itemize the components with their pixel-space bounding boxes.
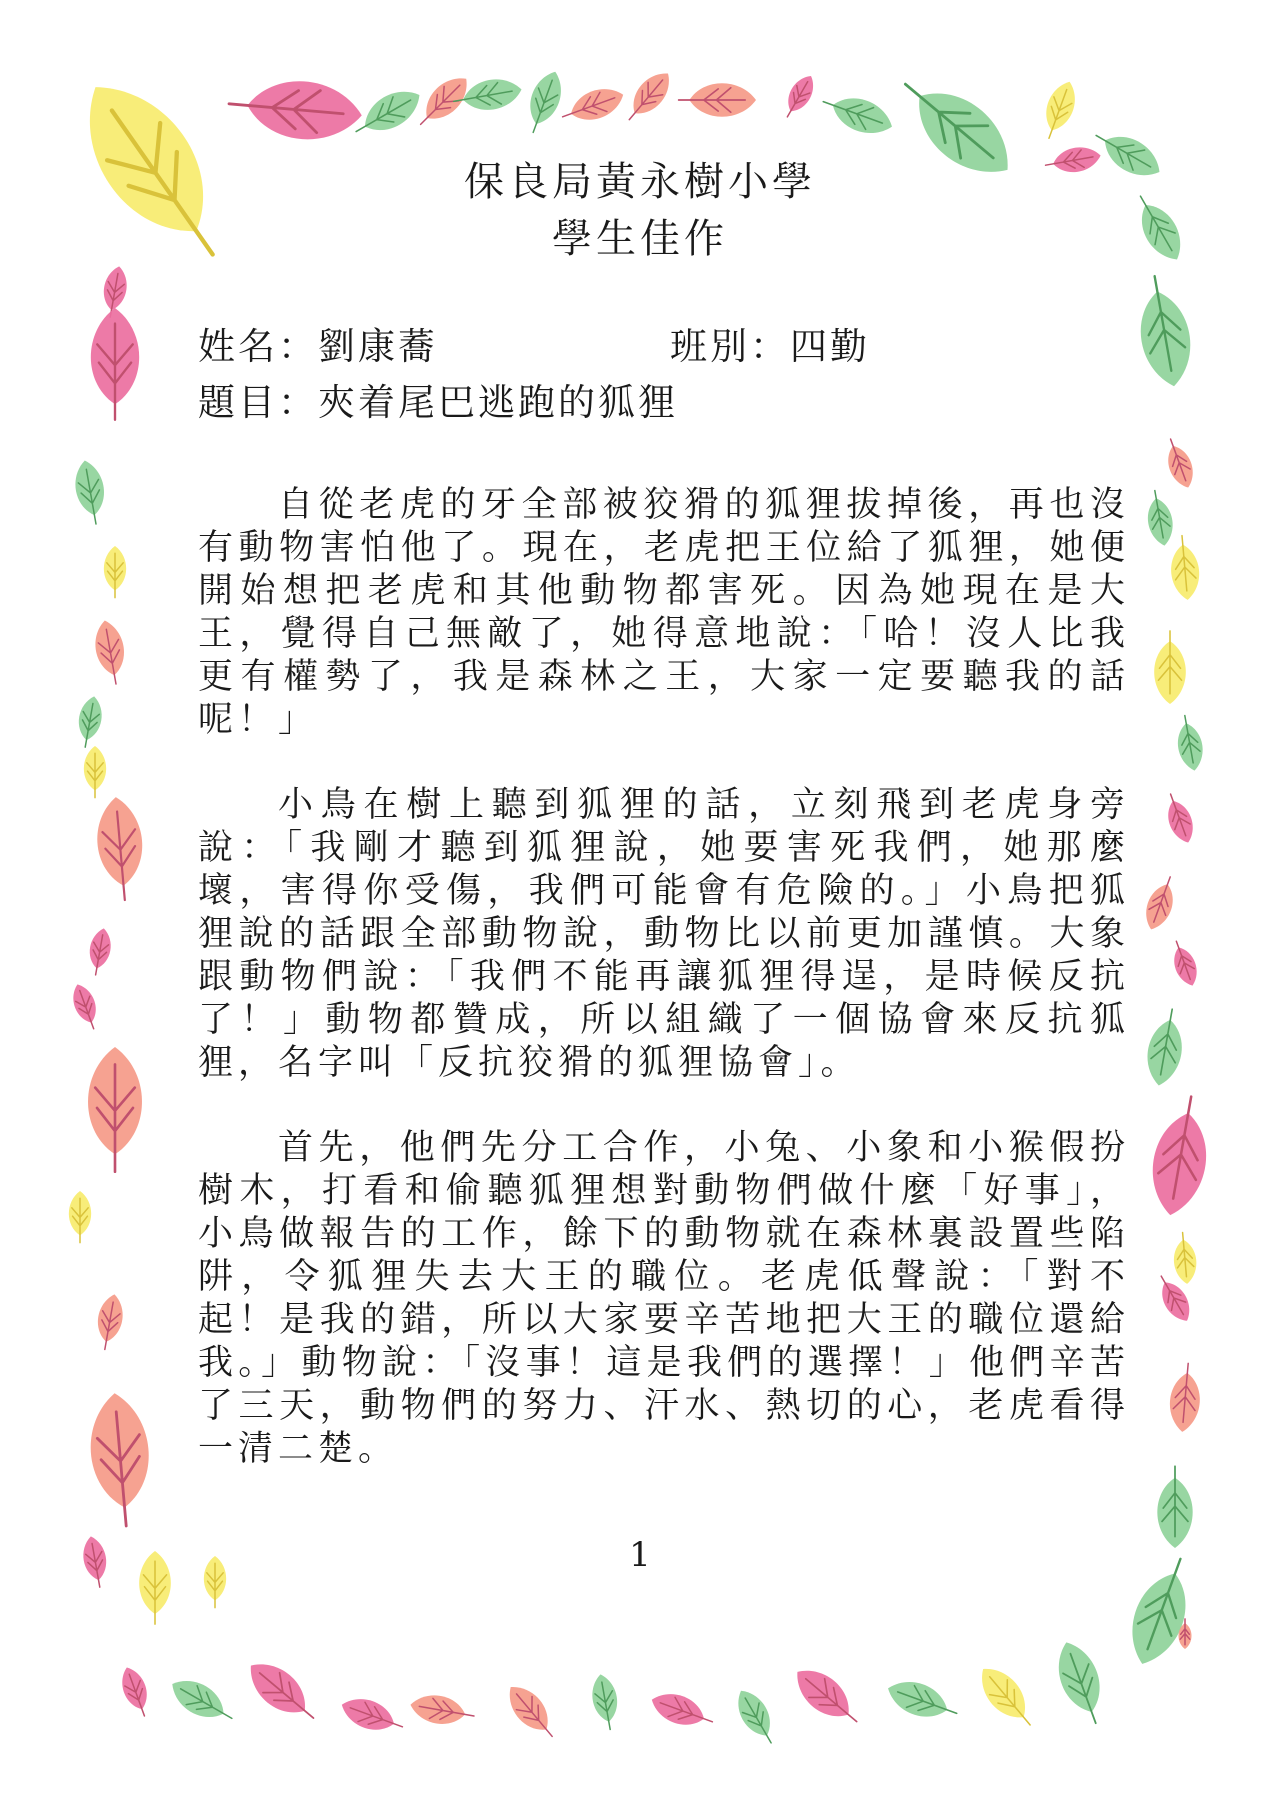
leaf-decoration [139, 1551, 171, 1624]
leaf-decoration [1171, 1232, 1198, 1285]
leaf-decoration [1173, 713, 1207, 772]
leaf-decoration [1140, 873, 1182, 934]
leaf-decoration [74, 694, 105, 749]
leaf-decoration [647, 1687, 717, 1735]
leaf-decoration [86, 927, 114, 977]
class-value: 四勤 [790, 325, 870, 368]
page-subtitle: 學生佳作 [552, 216, 728, 262]
essay-paragraph-1: 自從老虎的牙全部被狡猾的狐狸拔掉後，再也沒有動物害怕他了。現在，老虎把王位給了狐狸，她便開始想把老虎和其他動物都害死。因為她現在是大王，覺得自己無敵了，她得意地說：「哈！沒人比我更有權勢了，我是森林之王，大家一定要聽我的話呢！」 [198, 485, 1130, 740]
leaf-decoration [679, 83, 756, 116]
leaf-decoration [1160, 790, 1199, 846]
leaf-decoration [818, 87, 898, 142]
leaf-decoration [883, 1674, 963, 1729]
leaf-decoration [558, 82, 628, 130]
leaf-decoration [91, 618, 130, 686]
essay-body [198, 484, 1130, 1484]
leaf-decoration [1143, 488, 1177, 547]
leaf-decoration [1049, 1636, 1113, 1730]
leaf-decoration [787, 1659, 868, 1734]
leaf-decoration [116, 1664, 155, 1720]
class-label: 班別： [670, 325, 790, 368]
leaf-decoration [240, 1652, 325, 1732]
leaf-decoration [165, 1671, 239, 1731]
leaf-decoration [1142, 1006, 1188, 1088]
student-class-field [670, 316, 870, 370]
leaf-decoration [1160, 435, 1199, 491]
leaf-decoration [1167, 938, 1202, 989]
essay-paragraph-3: 首先，他們先分工合作，小兔、小象和小猴假扮樹木，打看和偷聽狐狸想對動物們做什麼「好事」，小鳥做報告的工作，餘下的動物就在森林裏設置些陷阱，令狐狸失去大王的職位。老虎低聲說：「對不起！是我的錯，所以大家要辛苦地把大王的職位還給我。」動物說：「沒事！這是我們的選擇！」他們辛苦了三天，動物們的努力、汗水、熱切的心，老虎看得一清二楚。 [198, 1128, 1130, 1469]
leaf-decoration [730, 1684, 783, 1749]
leaf-decoration [337, 1692, 407, 1740]
name-value: 劉康蕎 [318, 325, 438, 368]
leaf-decoration [71, 458, 110, 526]
leaf-decoration [69, 1191, 91, 1243]
leaf-decoration [1131, 272, 1198, 390]
essay-paragraph-2: 小鳥在樹上聽到狐狸的話，立刻飛到老虎身旁說：「我剛才聽到狐狸說，她要害死我們，她那麼壞，害得你受傷，我們可能會有危險的。」小鳥把狐狸說的話跟全部動物說，動物比以前更加謹慎。大象跟動物們說：「我們不能再讓狐狸得逞，是時候反抗了！」動物都贊成，所以組織了一個協會來反抗狐狸，名字叫「反抗狡猾的狐狸協會」。 [198, 785, 1130, 1083]
leaf-decoration [80, 1534, 111, 1589]
leaf-decoration [93, 1292, 127, 1351]
leaf-decoration [1167, 1362, 1203, 1433]
leaf-decoration [86, 1391, 155, 1529]
leaf-decoration [1145, 1092, 1217, 1220]
leaf-decoration [226, 75, 364, 144]
topic-label: 題目： [198, 381, 318, 424]
student-name-field [198, 316, 438, 370]
leaf-decoration [1168, 534, 1201, 601]
leaf-decoration [1157, 1466, 1192, 1548]
leaf-decoration [500, 1678, 563, 1745]
leaf-decoration [778, 71, 819, 122]
leaf-decoration [94, 795, 147, 902]
leaf-decoration [68, 981, 103, 1032]
leaf-decoration [971, 1659, 1042, 1735]
leaf-decoration [408, 1691, 476, 1730]
leaf-decoration [520, 67, 568, 137]
page-number: 1 [629, 1535, 651, 1575]
topic-value: 夾着尾巴逃跑的狐狸 [318, 381, 678, 424]
leaf-decoration [589, 1672, 623, 1731]
school-name: 保良局黃永樹小學 [464, 159, 816, 205]
leaf-decoration [91, 308, 139, 420]
leaf-decoration [1037, 77, 1082, 142]
leaf-decoration [88, 1047, 142, 1172]
leaf-decoration [1119, 1551, 1203, 1673]
leaf-decoration [619, 65, 678, 128]
leaf-decoration [104, 546, 126, 598]
leaf-decoration [1154, 631, 1186, 704]
leaf-decoration [84, 746, 106, 798]
name-label: 姓名： [198, 325, 318, 368]
leaf-decoration [204, 1556, 226, 1608]
essay-topic-field [198, 372, 678, 426]
